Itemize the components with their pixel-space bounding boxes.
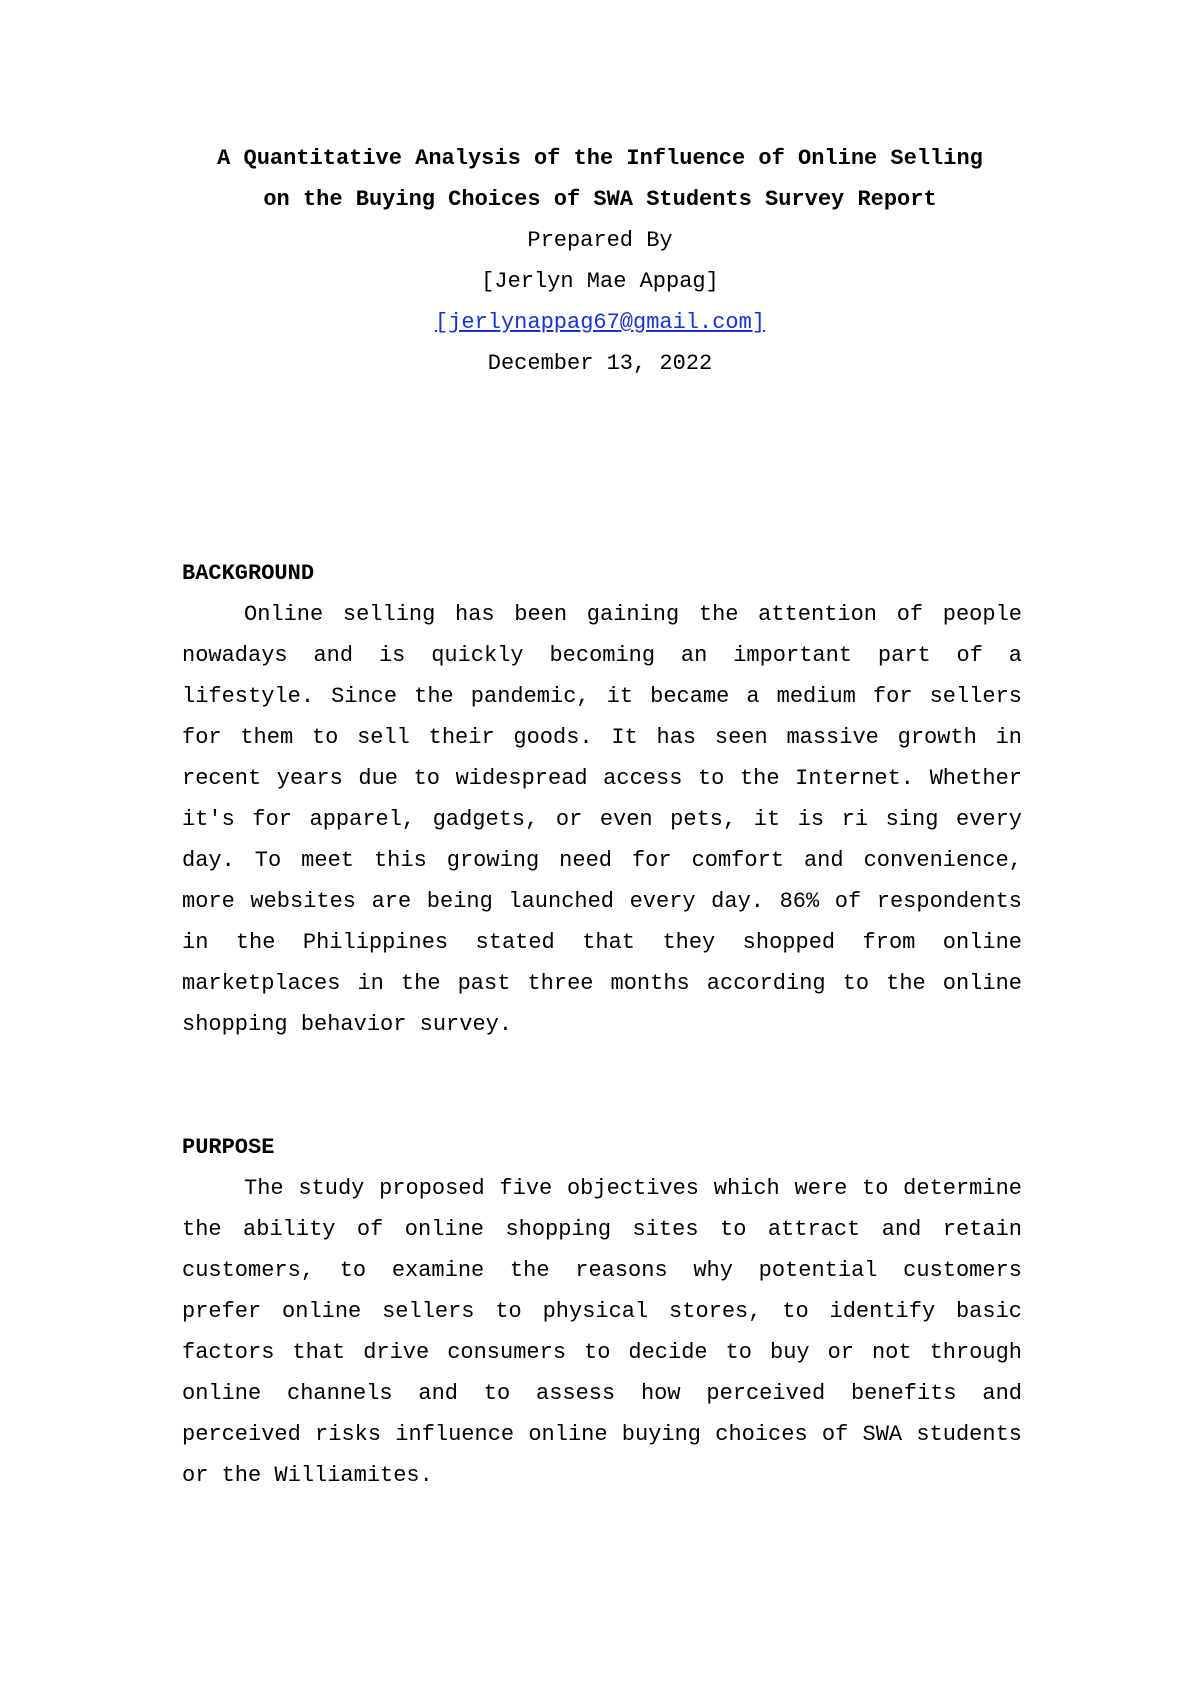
purpose-heading: PURPOSE (182, 1135, 275, 1160)
purpose-paragraph: The study proposed five objectives which were to determine the ability of online shopping sites to attract and retain customers, to examine the reasons why potential customers prefer online sellers to physical stores, to identify basic factors that drive consumers to decide to buy or not through online channels and to assess how perceived benefits and perceived risks influence online buying choices of SWA students or the Williamites. (182, 1176, 1022, 1488)
document-title: A Quantitative Analysis of the Influence of Online Selling on the Buying Choices of SWA Students Survey Report (217, 146, 983, 212)
prepared-by-label: Prepared By (527, 228, 673, 253)
background-section (182, 553, 1022, 1045)
title-block (200, 138, 1000, 384)
document-date: December 13, 2022 (487, 351, 713, 376)
email-line (200, 302, 1000, 343)
background-heading: BACKGROUND (182, 561, 315, 586)
author-name: [Jerlyn Mae Appag] (481, 269, 719, 294)
purpose-section (182, 1127, 1022, 1496)
background-paragraph: Online selling has been gaining the attention of people nowadays and is quickly becoming an important part of a lifestyle. Since the pandemic, it became a medium for sellers for them to sell their goods. It has seen massive growth in recent years due to widespread access to the Internet. Whether it's for apparel, gadgets, or even pets, it is ri sing every day. To meet this growing need for comfort and convenience, more websites are being launched every day. 86% of respondents in the Philippines stated that they shopped from online marketplaces in the past three months according to the online shopping behavior survey. (182, 602, 1022, 1037)
author-email-link[interactable]: [jerlynappag67@gmail.com] (434, 310, 766, 335)
